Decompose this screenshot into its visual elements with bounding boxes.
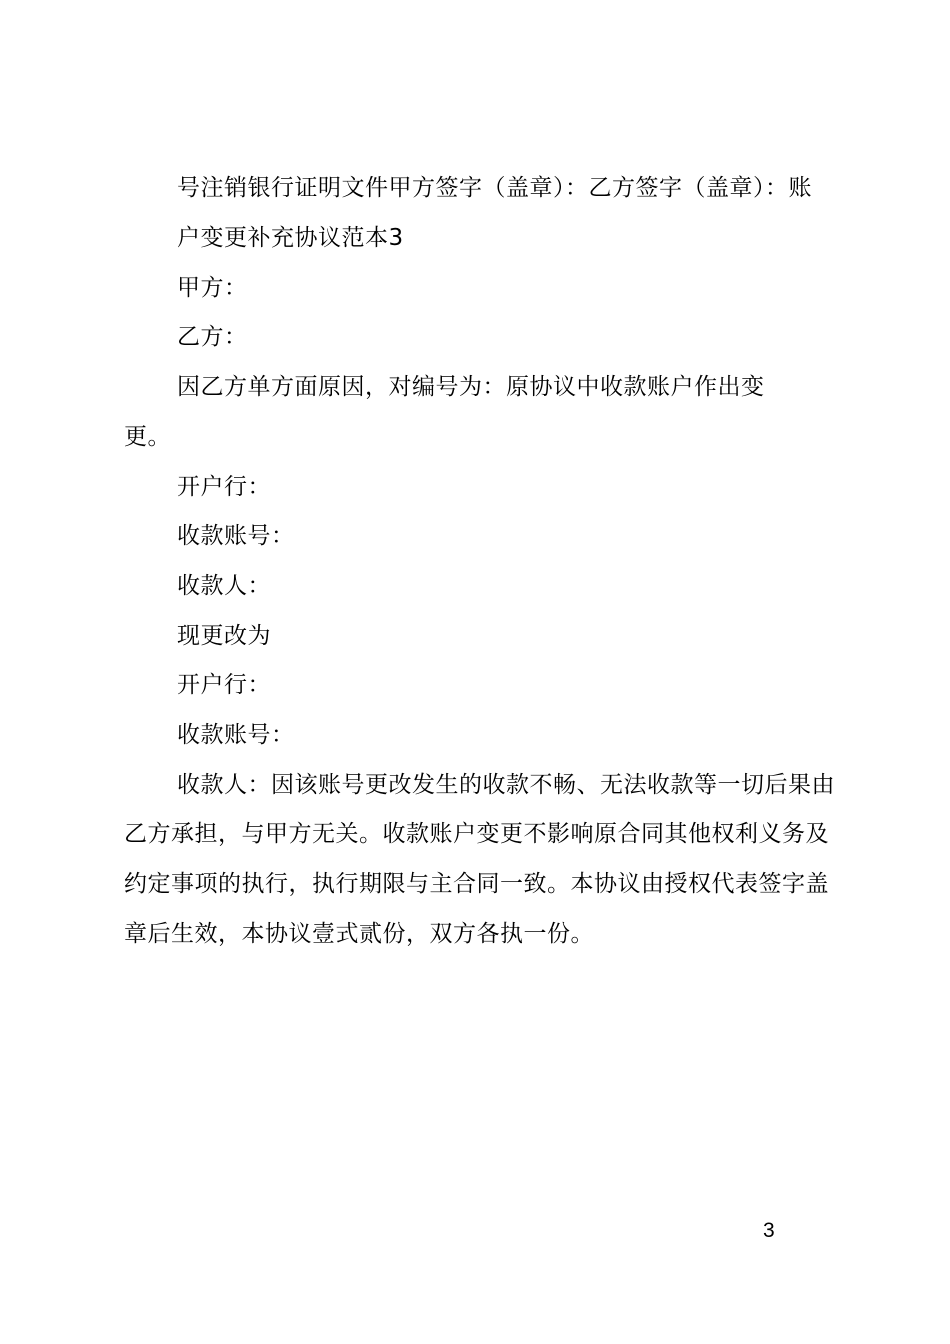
text-line-signature: 号注销银行证明文件甲方签字（盖章）：乙方签字（盖章）：账 xyxy=(177,175,812,201)
page-number: 3 xyxy=(763,1219,775,1242)
text-line-bank-old: 开户行： xyxy=(177,474,271,500)
text-line-account-old: 收款账号： xyxy=(177,523,295,549)
text-line-party-b: 乙方： xyxy=(177,324,248,350)
text-line-reason: 因乙方单方面原因，对编号为：原协议中收款账户作出变 xyxy=(177,374,765,400)
text-line-bank-new: 开户行： xyxy=(177,672,271,698)
text-line-terms-1: 乙方承担，与甲方无关。收款账户变更不影响原合同其他权利义务及 xyxy=(124,821,829,847)
text-line-terms-3: 章后生效，本协议壹式贰份，双方各执一份。 xyxy=(124,921,594,947)
text-line-terms-2: 约定事项的执行，执行期限与主合同一致。本协议由授权代表签字盖 xyxy=(124,871,829,897)
text-line-reason-cont: 更。 xyxy=(124,424,171,450)
text-line-change-to: 现更改为 xyxy=(177,623,271,649)
text-line-payee-new: 收款人：因该账号更改发生的收款不畅、无法收款等一切后果由 xyxy=(177,772,835,798)
text-line-party-a: 甲方： xyxy=(177,275,248,301)
text-line-account-new: 收款账号： xyxy=(177,722,295,748)
text-line-title: 户变更补充协议范本3 xyxy=(177,225,404,251)
text-line-payee-old: 收款人： xyxy=(177,573,271,599)
